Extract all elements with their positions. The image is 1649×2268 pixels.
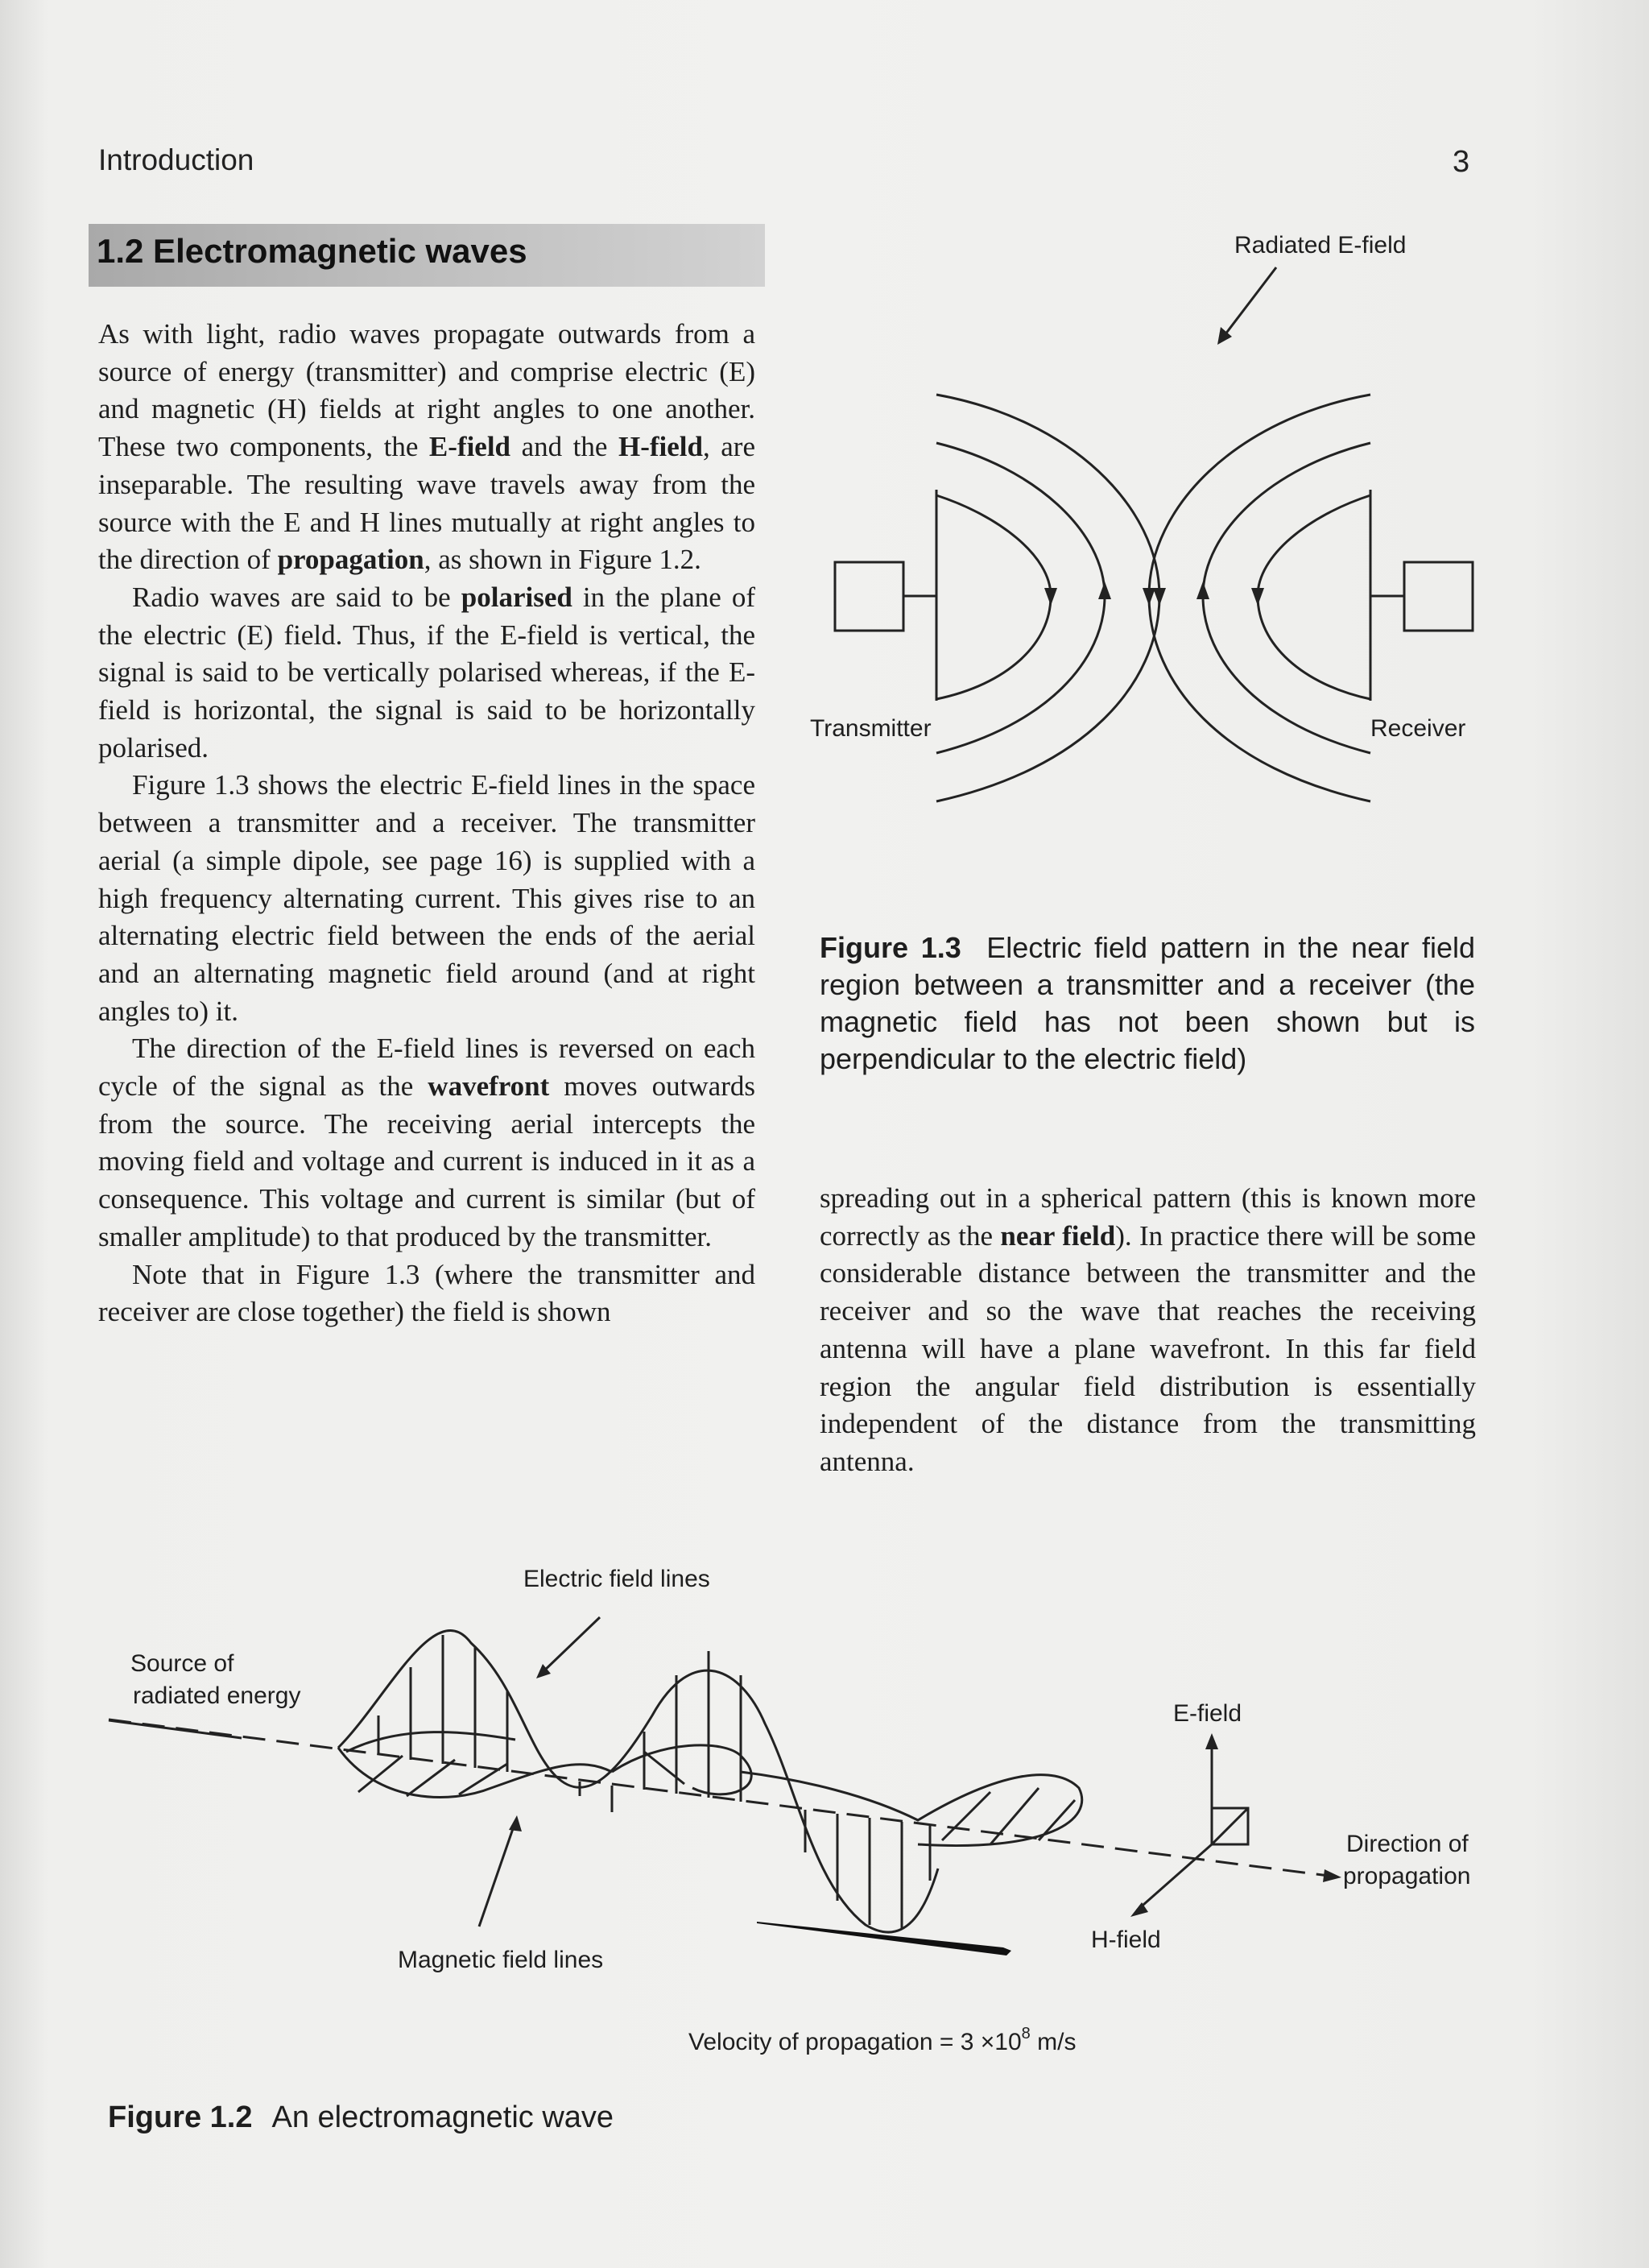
text-run: , are inseparable. The resulting wave travels away from the source with the E and H lines mutually at right angles to the direction of (98, 431, 755, 576)
text-run: The direction of the E-field lines is reversed on each cycle of the signal as the (98, 1033, 755, 1103)
label-source-line-1: Source of (130, 1650, 234, 1677)
label-direction-line-2: propagation (1343, 1863, 1471, 1889)
pointer-electric (541, 1617, 600, 1674)
velocity-unit: m/s (1030, 2029, 1077, 2055)
bold-term: wavefront (428, 1070, 550, 1103)
velocity-text: Velocity of propagation = 3 ×10 (688, 2029, 1022, 2055)
paragraph: Note that in Figure 1.3 (where the transmitter and receiver are close together) the field is shown (98, 1258, 755, 1328)
label-e-field: E-field (1173, 1700, 1242, 1727)
figure-1-2-caption (108, 2100, 614, 2135)
text-run: and the (510, 431, 618, 463)
arrowhead (509, 1815, 522, 1831)
text-run: ). In practice there will be some considerable distance between the transmitter and the receiver and so the wave that reaches the receiving antenna will have a plane wavefront. In this far field region the angular field distribution is essentially independent of the distance from the transmitting antenna. (820, 1219, 1476, 1477)
caption-number: Figure 1.3 (820, 931, 961, 964)
bold-term: polarised (461, 581, 572, 613)
caption-text: An electromagnetic wave (271, 2100, 614, 2134)
label-radiated-e-field: Radiated E-field (1234, 232, 1407, 259)
text-run: in the plane of the electric (E) field. Thus, if the E-field is vertical, the signal is said to be vertically polarised whereas, if the E-field is horizontal, the signal is said to be horizontally polarised. (98, 581, 755, 764)
paragraph: Figure 1.3 shows the electric E-field lines in the space between a transmitter and a receiver. The transmitter aerial (a simple dipole, see page 16) is supplied with a high frequency alternating current. This gives rise to an alternating electric field between the ends of the aerial and an alternating magnetic field around (and at right angles to) it. (98, 769, 755, 1027)
label-h-field: H-field (1091, 1927, 1161, 1953)
text-run: As with light, radio waves propagate outwards from a source of energy (transmitter) and comprise electric (E) and magnetic (H) fields at right angles to one another. These two components, the (98, 318, 755, 463)
magnetic-wave-curve (741, 1772, 1082, 1846)
text-run: Radio waves are said to be (132, 581, 461, 613)
velocity-exponent: 8 (1021, 2025, 1031, 2042)
propagation-axis (109, 1720, 1335, 1877)
label-velocity (688, 2025, 1076, 2055)
caption-text: Electric field pattern in the near field region between a transmitter and a receiver (the magnetic field has not been shown but is perpendicular to the electric field) (820, 931, 1475, 1075)
bold-term: E-field (428, 431, 511, 463)
text-run: spreading out in a spherical pattern (this is known more correctly as the (820, 1182, 1476, 1252)
label-magnetic-field-lines: Magnetic field lines (398, 1947, 604, 1973)
pointer-magnetic (479, 1822, 515, 1927)
label-electric-field-lines: Electric field lines (523, 1566, 710, 1592)
running-head: Introduction (98, 143, 254, 176)
velocity-arrow (757, 1922, 1011, 1956)
label-transmitter: Transmitter (810, 715, 932, 742)
bold-term: propagation (277, 544, 424, 576)
caption-number: Figure 1.2 (108, 2100, 253, 2134)
text-run: moves outwards from the source. The receiving aerial intercepts the moving field and voltage and current is induced in it as a consequence. This voltage and current is similar (but of smaller amplitude) to that produced by the transmitter. (98, 1070, 755, 1252)
arrowhead (1130, 1902, 1148, 1917)
bold-term: near field (1000, 1219, 1116, 1252)
h-field-axis (1137, 1844, 1212, 1910)
page-number: 3 (1453, 145, 1470, 179)
label-source-line-2: radiated energy (133, 1682, 301, 1709)
text-run: , as shown in Figure 1.2. (424, 544, 701, 576)
magnetic-wave-curve (346, 1732, 515, 1752)
arrowhead (1323, 1869, 1341, 1882)
section-title: 1.2 Electromagnetic waves (97, 232, 527, 270)
bold-term: H-field (618, 431, 703, 463)
label-receiver: Receiver (1370, 715, 1466, 742)
arrowhead (1205, 1733, 1218, 1749)
label-direction-line-1: Direction of (1346, 1831, 1469, 1857)
